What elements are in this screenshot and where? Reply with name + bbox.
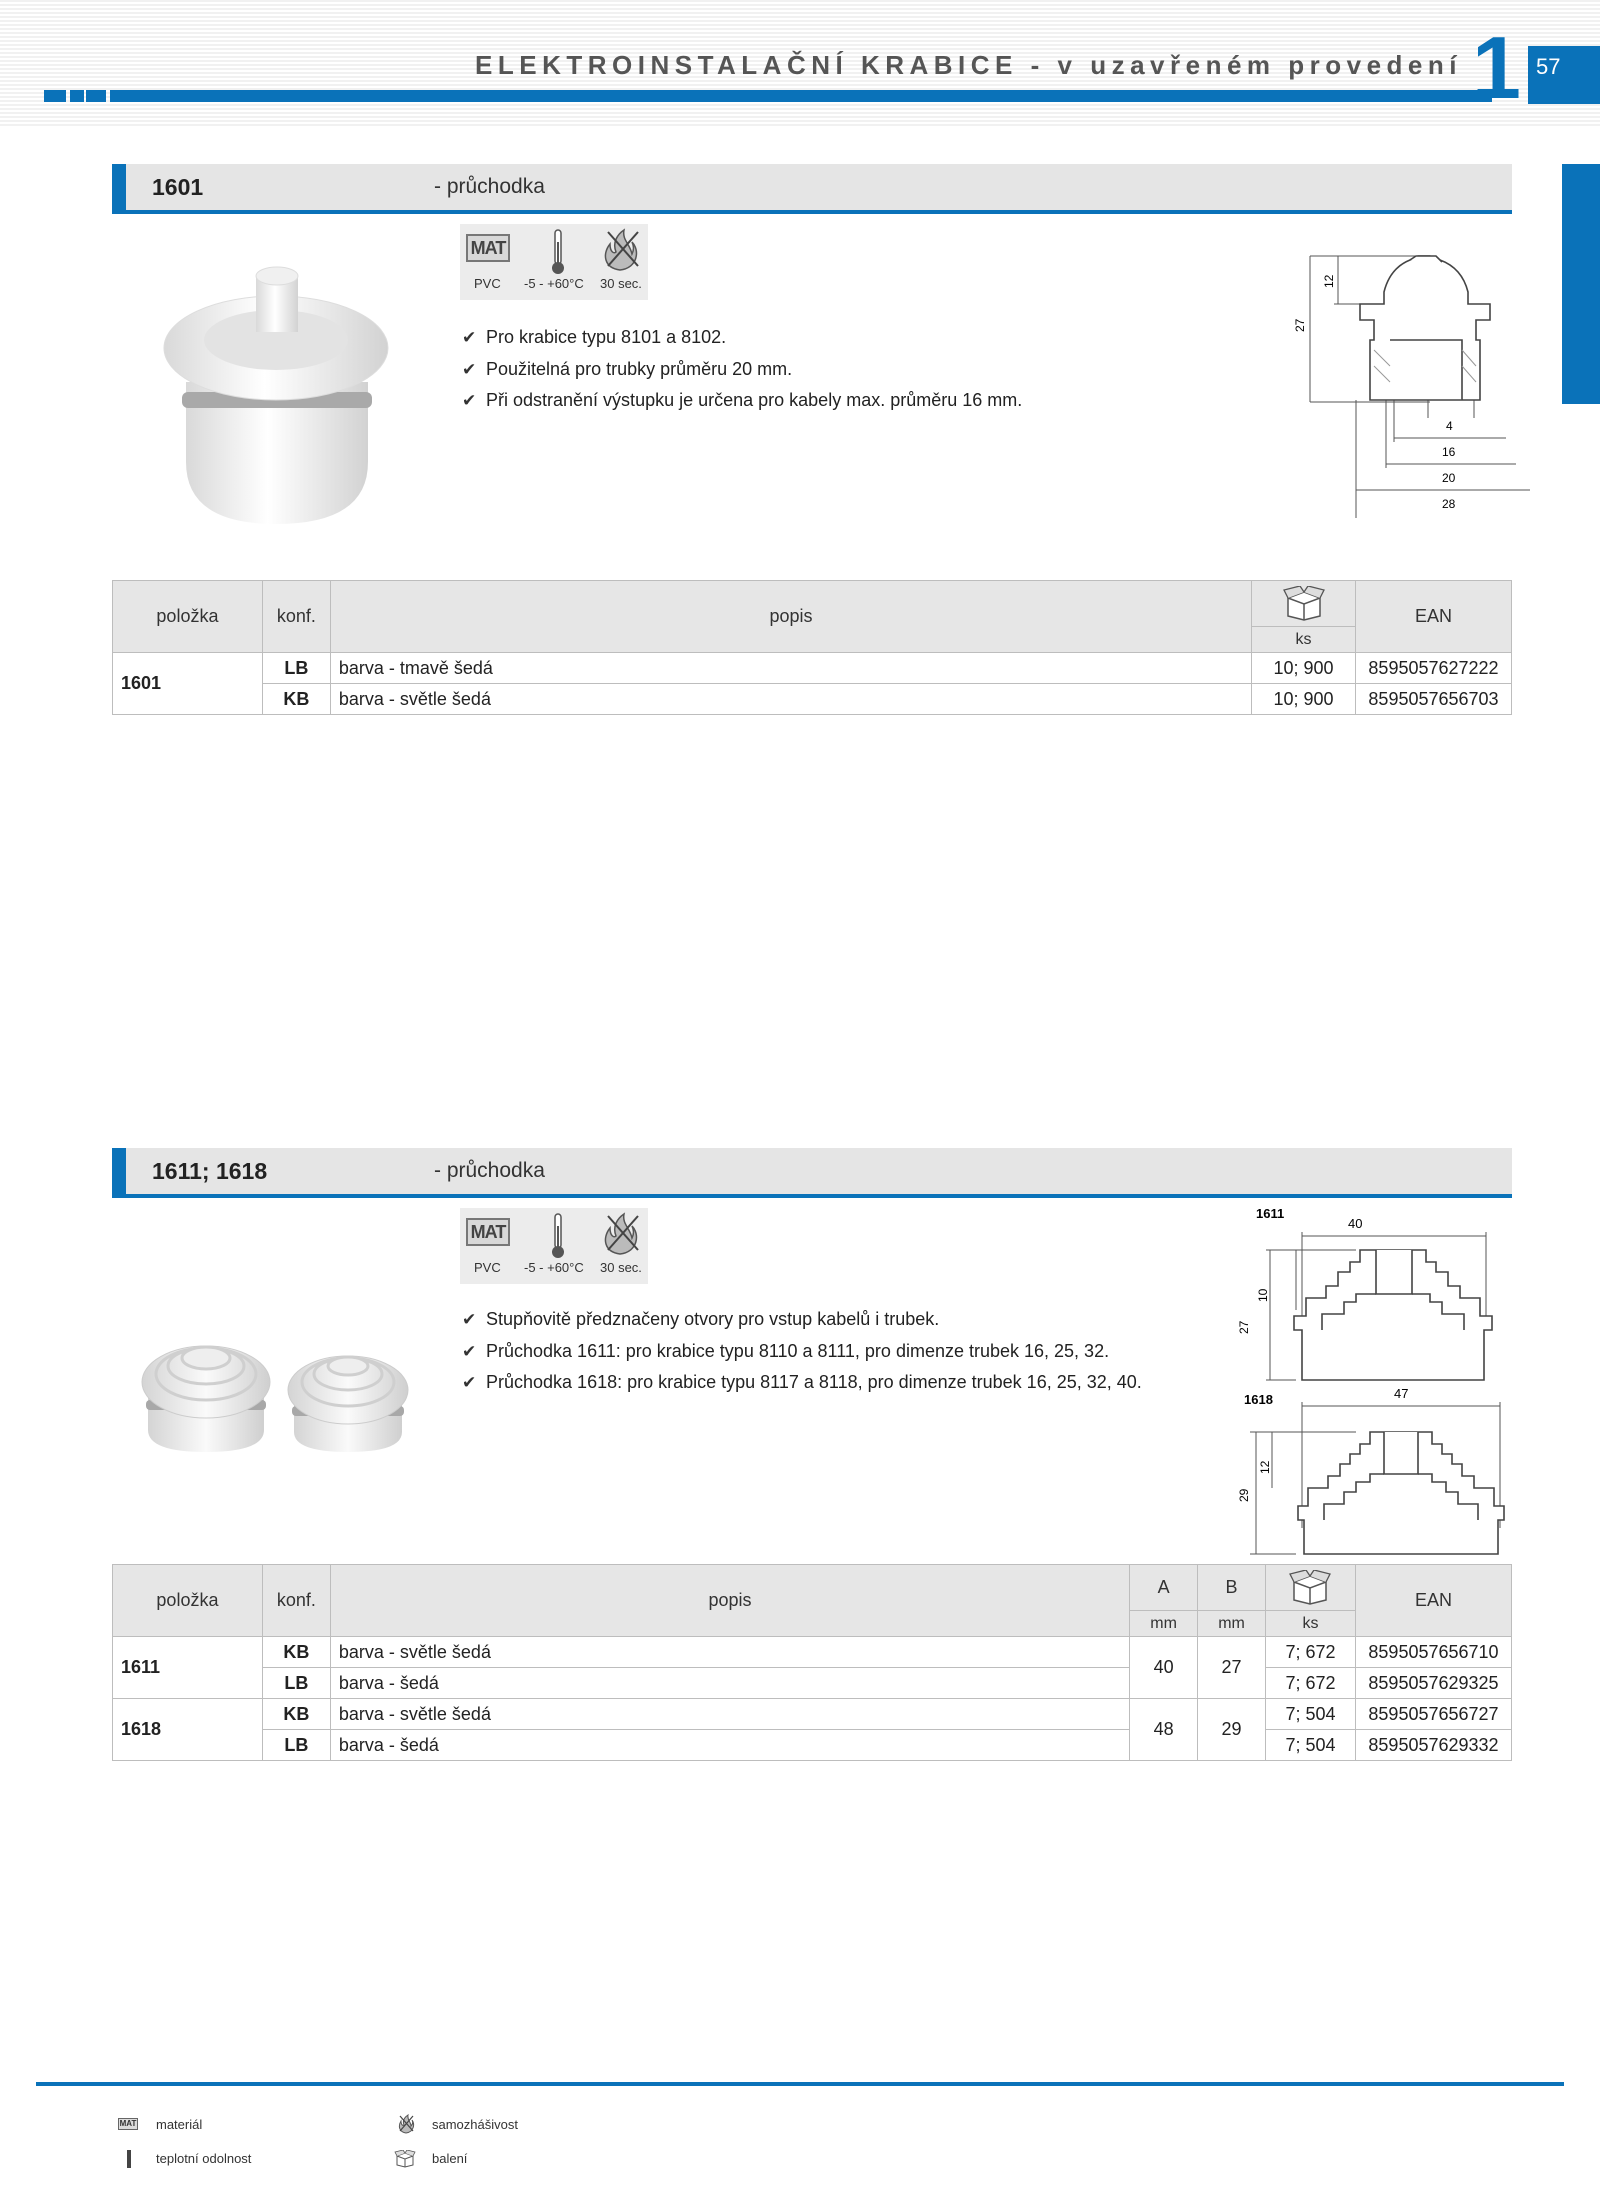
dim-1611-h2: 27 [1237,1320,1251,1334]
section-name: - průchodka [434,175,545,198]
ks-cell: 7; 672 [1266,1668,1356,1699]
page-number: 57 [1536,54,1561,79]
ks-cell: 7; 504 [1266,1699,1356,1730]
product-table-1611-1618 [112,1564,1512,1761]
a-cell: 48 [1130,1699,1198,1761]
col-ks: ks [1266,1611,1356,1637]
check-icon: ✔ [462,1310,477,1329]
desc-cell: barva - šedá [330,1730,1129,1761]
header-square-2 [70,90,84,102]
check-icon: ✔ [462,1373,477,1392]
col-ean: EAN [1355,1565,1511,1637]
table-row [113,653,1512,684]
legend-temperature: teplotní odolnost [156,2151,252,2166]
section-code: 1601 [152,174,204,200]
ks-cell: 10; 900 [1252,684,1356,715]
box-icon [1282,586,1326,622]
col-desc: popis [330,581,1251,653]
dim-1618-h2: 29 [1237,1488,1251,1502]
product-photo-1611-1618 [140,1320,416,1460]
legend-material: materiál [156,2117,203,2132]
dim-27: 27 [1293,318,1307,332]
b-cell: 29 [1198,1699,1266,1761]
feature-list-1601 [462,322,1022,417]
property-icons [460,1208,648,1284]
legend-packing: balení [432,2151,468,2166]
konf-cell: KB [262,1699,330,1730]
dim-1618-h1: 12 [1258,1460,1272,1474]
col-item: položka [113,1565,263,1637]
ean-cell: 8595057656727 [1355,1699,1511,1730]
legend-material-icon: MAT [119,2119,137,2128]
col-ks: ks [1252,627,1356,653]
dim-20: 20 [1442,471,1456,485]
dim-1618-width: 47 [1394,1386,1409,1401]
material-icon: MAT [466,1218,510,1246]
property-icons [460,224,648,300]
fire-caption: 30 sec. [600,1260,642,1275]
feature-list-1611-1618 [462,1304,1142,1399]
fire-caption: 30 sec. [600,276,642,291]
ean-cell: 8595057629325 [1355,1668,1511,1699]
ean-cell: 8595057629332 [1355,1730,1511,1761]
table-row [113,1668,1512,1699]
section-accent [112,1148,126,1194]
legend-box-icon [394,2150,416,2168]
col-desc: popis [330,1565,1129,1637]
chapter-number: 1 [1472,18,1521,117]
table-row [113,1730,1512,1761]
thermometer-icon [550,1212,566,1260]
desc-cell: barva - světle šedá [330,1637,1129,1668]
dim-16: 16 [1442,445,1456,459]
desc-cell: barva - světle šedá [330,1699,1129,1730]
technical-drawing-1601 [1290,250,1530,528]
table-row [113,1637,1512,1668]
header-square-3 [86,90,106,102]
product-photo-1601 [156,262,396,526]
section-bar-1611-1618 [112,1148,1512,1198]
dim-1611-h1: 10 [1256,1288,1270,1302]
ean-cell: 8595057627222 [1355,653,1511,684]
section-bar-1601 [112,164,1512,214]
technical-drawing-1611-1618 [1236,1198,1522,1564]
dim-4: 4 [1446,419,1453,433]
ks-cell: 7; 504 [1266,1730,1356,1761]
drawing-label-1611: 1611 [1256,1206,1285,1221]
item-code: 1611 [113,1637,263,1699]
col-konf: konf. [262,581,330,653]
col-ean: EAN [1355,581,1511,653]
dim-12: 12 [1322,274,1336,288]
col-packing [1266,1565,1356,1611]
ean-cell: 8595057656703 [1355,684,1511,715]
col-packing [1252,581,1356,627]
legend-fire-icon [396,2114,416,2134]
product-table-1601 [112,580,1512,715]
feature-item: ✔ Průchodka 1611: pro krabice typu 8110 a 8111, pro dimenze trubek 16, 25, 32. [462,1336,1142,1368]
footer-rule [36,2082,1564,2086]
desc-cell: barva - světle šedá [330,684,1251,715]
chapter-side-tab [1562,164,1600,404]
item-code: 1601 [113,653,263,715]
col-b: B [1198,1565,1266,1611]
material-caption: PVC [474,276,501,291]
drawing-label-1618: 1618 [1244,1392,1273,1407]
col-a: A [1130,1565,1198,1611]
konf-cell: KB [262,684,330,715]
ks-cell: 7; 672 [1266,1637,1356,1668]
a-cell: 40 [1130,1637,1198,1699]
col-konf: konf. [262,1565,330,1637]
page-title: ELEKTROINSTALAČNÍ KRABICE - v uzavřeném provedení [475,50,1463,80]
section-name: - průchodka [434,1159,545,1182]
konf-cell: LB [262,1668,330,1699]
dim-1611-width: 40 [1348,1216,1363,1231]
legend-fire: samozhášivost [432,2117,518,2132]
header-square-1 [44,90,66,102]
item-code: 1618 [113,1699,263,1761]
fire-icon [598,1212,644,1256]
konf-cell: LB [262,653,330,684]
legend-thermometer-icon [126,2150,132,2168]
check-icon: ✔ [462,391,477,410]
material-caption: PVC [474,1260,501,1275]
feature-item: ✔ Použitelná pro trubky průměru 20 mm. [462,354,1022,386]
konf-cell: LB [262,1730,330,1761]
col-a-unit: mm [1130,1611,1198,1637]
temperature-caption: -5 - +60°C [524,1260,584,1275]
feature-item: ✔ Pro krabice typu 8101 a 8102. [462,322,1022,354]
check-icon: ✔ [462,359,477,379]
col-b-unit: mm [1198,1611,1266,1637]
feature-item: ✔ Průchodka 1618: pro krabice typu 8117 a 8118, pro dimenze trubek 16, 25, 32, 40. [462,1367,1142,1399]
col-item: položka [113,581,263,653]
section-code: 1611; 1618 [152,1158,268,1184]
header-rule [110,90,1492,102]
material-icon: MAT [466,234,510,262]
konf-cell: KB [262,1637,330,1668]
thermometer-icon [550,228,566,276]
box-icon [1288,1570,1332,1606]
fire-icon [598,228,644,272]
table-row [113,1699,1512,1730]
check-icon: ✔ [462,1341,477,1361]
table-row [113,684,1512,715]
b-cell: 27 [1198,1637,1266,1699]
desc-cell: barva - tmavě šedá [330,653,1251,684]
temperature-caption: -5 - +60°C [524,276,584,291]
ean-cell: 8595057656710 [1355,1637,1511,1668]
feature-item: ✔ Při odstranění výstupku je určena pro kabely max. průměru 16 mm. [462,385,1022,417]
check-icon: ✔ [462,328,477,347]
section-accent [112,164,126,210]
feature-item: ✔ Stupňovitě předznačeny otvory pro vstup kabelů i trubek. [462,1304,1142,1336]
desc-cell: barva - šedá [330,1668,1129,1699]
dim-28: 28 [1442,497,1456,511]
ks-cell: 10; 900 [1252,653,1356,684]
